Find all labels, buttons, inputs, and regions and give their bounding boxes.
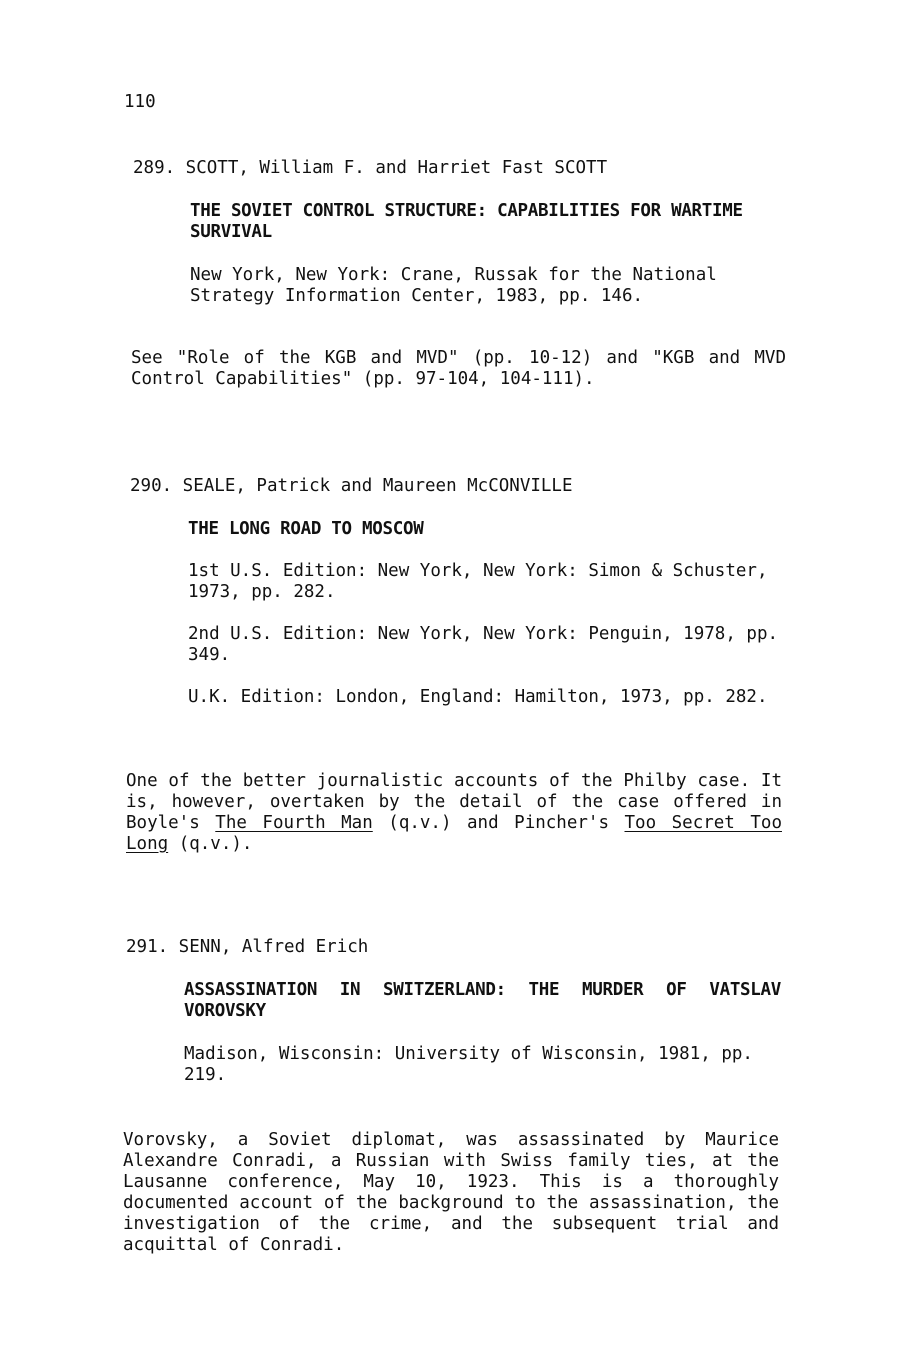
annotation-text: One of the better journalistic accounts of the Philby case. It is, however, overtaken by the detail of the case offered in Boyle's <box>126 771 782 833</box>
entry-heading: 290. SEALE, Patrick and Maureen McCONVILLE <box>130 476 573 496</box>
entry-heading: 289. SCOTT, William F. and Harriet Fast SCOTT <box>133 158 608 178</box>
publication-info: Madison, Wisconsin: University of Wisconsin, 1981, pp. 219. <box>184 1044 753 1085</box>
cited-title-the-fourth-man: The Fourth Man <box>215 813 373 833</box>
book-title: ASSASSINATION IN SWITZERLAND: THE MURDER OF VATSLAV VOROVSKY <box>184 980 781 1021</box>
publication-info: 1st U.S. Edition: New York, New York: Simon & Schuster, 1973, pp. 282. <box>188 561 768 602</box>
entry-annotation: See "Role of the KGB and MVD" (pp. 10-12) and "KGB and MVD Control Capabilities" (pp. 97-104, 104-111). <box>131 348 786 389</box>
bibliography-entry-290 <box>130 476 785 708</box>
bibliography-entry-291 <box>126 937 781 1086</box>
cited-title-too-secret-too-long: Too Secret Too Long <box>126 813 782 854</box>
book-title: THE SOVIET CONTROL STRUCTURE: CAPABILITIES FOR WARTIME SURVIVAL <box>190 201 743 242</box>
publication-info: 2nd U.S. Edition: New York, New York: Penguin, 1978, pp. 349. <box>188 624 779 665</box>
publication-info: U.K. Edition: London, England: Hamilton, 1973, pp. 282. <box>188 687 768 707</box>
entry-heading: 291. SENN, Alfred Erich <box>126 937 369 957</box>
entry-annotation: Vorovsky, a Soviet diplomat, was assassinated by Maurice Alexandre Conradi, a Russian with Swiss family ties, at the Lausanne conference, May 10, 1923. This is a thoroughly documented account of the background to the assassination, the investigation of the crime, and the subsequent trial and acquittal of Conradi. <box>123 1130 779 1255</box>
bibliography-entry-289 <box>133 158 788 307</box>
annotation-text: (q.v.). <box>168 834 253 854</box>
annotation-text: (q.v.) and Pincher's <box>372 813 625 833</box>
page-number: 110 <box>124 92 156 112</box>
entry-annotation <box>126 771 782 855</box>
publication-info: New York, New York: Crane, Russak for the National Strategy Information Center, 1983, pp. 146. <box>190 265 717 306</box>
book-title: THE LONG ROAD TO MOSCOW <box>188 519 424 539</box>
